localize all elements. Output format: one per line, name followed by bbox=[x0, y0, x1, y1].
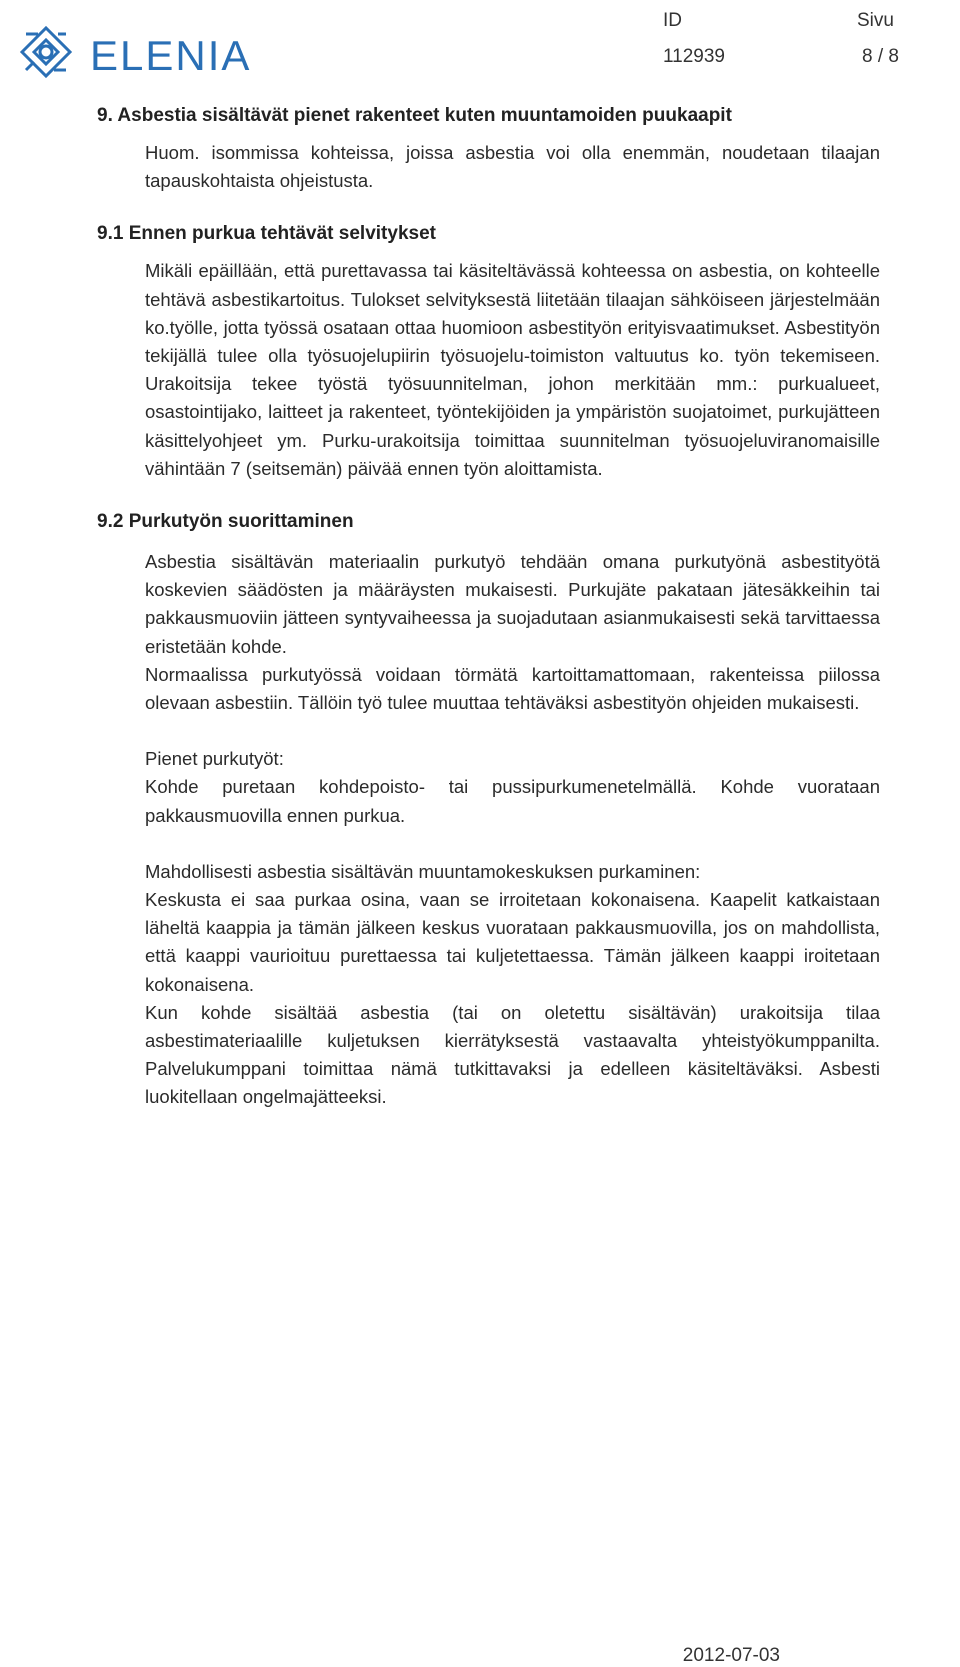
center-removal-body-2: Kun kohde sisältää asbestia (tai on oletettu sisältävän) urakoitsija tilaa asbestimateriaalille kuljetuksen kierrätyksestä vastaavalta yhteistyökumppanilta. Palvelukumppani toimittaa nämä tutkittavaksi ja edelleen käsiteltäväksi. Asbesti luokitellaan ongelmajätteeksi. bbox=[145, 1001, 880, 1108]
section-9-1-body: Mikäli epäillään, että purettavassa tai käsiteltävässä kohteessa on asbestia, on kohteelle tehtävä asbestikartoitus. Tulokset selvityksestä liitetään tilaajan sähköiseen järjestelmään ko.työlle, jotta työssä osataan ottaa huomioon asbestityön erityisvaatimukset. Asbestityön tekijällä tulee olla työsuojelupiirin työsuojelu-toimiston valtuutus ko. työn tekemiseen. Urakoitsija tekee työstä työsuunnitelman, johon merkitään mm.: purkualueet, osastointijako, laitteet ja rakenteet, työntekijöiden ja ympäristön suojatoimet, purkujätteen käsittelyohjeet ym. Purku-urakoitsija toimittaa suunnitelman työsuojeluviranomaisille vähintään 7 (seitsemän) päivää ennen työn aloittamista. bbox=[145, 260, 880, 479]
id-label: ID bbox=[663, 10, 682, 31]
section-9-title: 9. Asbestia sisältävät pienet rakenteet kuten muuntamoiden puukaapit bbox=[97, 105, 732, 126]
section-9-note: Huom. isommissa kohteissa, joissa asbestia voi olla enemmän, noudetaan tilaajan tapauskohtaista ohjeistusta. bbox=[145, 142, 880, 192]
page-value: 8 / 8 bbox=[862, 46, 899, 67]
id-value: 112939 bbox=[663, 46, 725, 67]
section-9-1-title: 9.1 Ennen purkua tehtävät selvitykset bbox=[97, 223, 436, 245]
center-removal-heading: Mahdollisesti asbestia sisältävän muuntamokeskuksen purkaminen: bbox=[145, 860, 701, 882]
document-body bbox=[97, 104, 880, 1112]
logo-wordmark: ELENIA bbox=[90, 32, 252, 79]
elenia-emblem-icon bbox=[22, 28, 70, 76]
elenia-logo bbox=[12, 14, 262, 84]
center-removal-body-1: Keskusta ei saa purkaa osina, vaan se irroitetaan kokonaisena. Kaapelit katkaistaan läheltä kaappia ja tämän jälkeen keskus vuorataan pakkausmuovilla, jos on mahdollista, että kaappi vaurioituu purettaessa tai kuljetettaessa. Tämän jälkeen kaappi iroitetaan kokonaisena. bbox=[145, 889, 880, 995]
footer-date: 2012-07-03 bbox=[682, 1645, 780, 1666]
section-9-2-title: 9.2 Purkutyön suorittaminen bbox=[97, 511, 354, 533]
page-label: Sivu bbox=[857, 10, 894, 31]
section-9-2-p1: Asbestia sisältävän materiaalin purkutyö tehdään omana purkutyönä asbestityötä koskevien säädösten ja määräysten mukaisesti. Purkujäte pakataan jätesäkkeihin tai pakkausmuoviin jätteen syntyvaiheessa ja suojadutaan asianmukaisesti sekä tarvittaessa eristetään kohde. bbox=[145, 551, 880, 657]
small-works-body: Kohde puretaan kohdepoisto- tai pussipurkumenetelmällä. Kohde vuorataan pakkausmuovilla ennen purkua. bbox=[145, 776, 880, 826]
section-9-2-p2: Normaalissa purkutyössä voidaan törmätä kartoittamattomaan, rakenteissa piilossa olevaan asbestiin. Tällöin työ tulee muuttaa tehtäväksi asbestityön ohjeiden mukaisesti. bbox=[145, 663, 880, 714]
small-works-heading: Pienet purkutyöt: bbox=[145, 748, 284, 770]
